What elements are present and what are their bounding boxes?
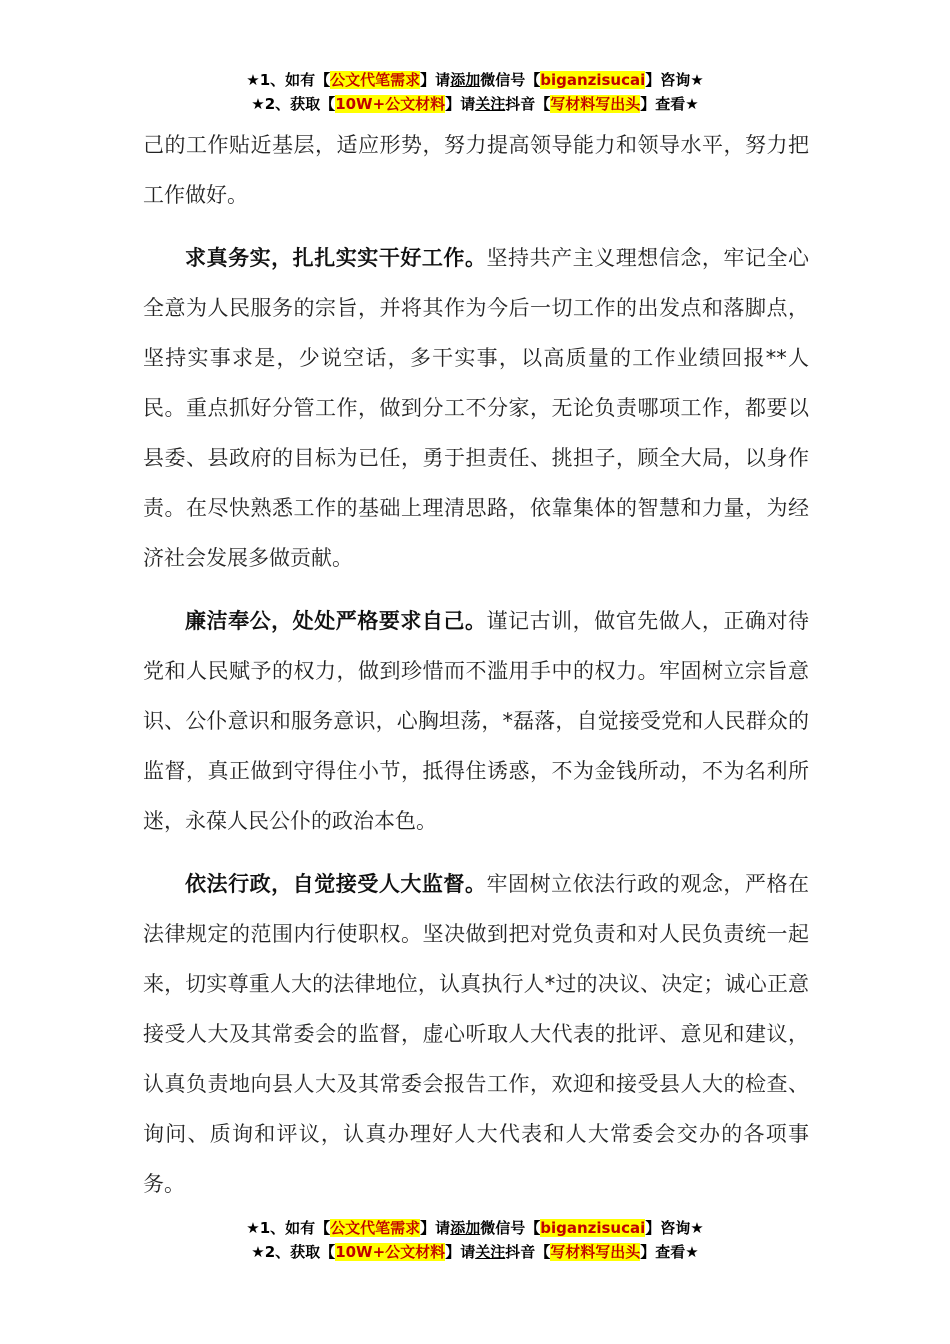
highlight-text: 公文代笔需求 (330, 1219, 421, 1237)
paragraph-pragmatism: 求真务实，扎扎实实干好工作。坚持共产主义理想信念，牢记全心全意为人民服务的宗旨，并将其作为今后一切工作的出发点和落脚点，坚持实事求是，少说空话，多干实事，以高质量的工作业绩回报**人民。重点抓好分管工作，做到分工不分家，无论负责哪项工作，都要以县委、县政府的目标为已任，勇于担责任、挑担子，顾全大局，以身作责。在尽快熟悉工作的基础上理清思路，依靠集体的智慧和力量，为经济社会发展多做贡献。 (143, 246, 809, 570)
underline-text: 添加 (450, 1219, 481, 1237)
highlight-text: 公文代笔需求 (330, 71, 421, 89)
paragraph-law: 依法行政，自觉接受人大监督。牢固树立依法行政的观念，严格在法律规定的范围内行使职权。坚决做到把对党负责和对人民负责统一起来，切实尊重人大的法律地位，认真执行人*过的决议、决定；诚心正意接受人大及其常委会的监督，虚心听取人大代表的批评、意见和建议，认真负责地向县人大及其常委会报告工作，欢迎和接受县人大的检查、询问、质询和评议，认真办理好人大代表和人大常委会交办的各项事务。 (143, 872, 809, 1196)
banner-line-1: ★1、如有【公文代笔需求】请添加微信号【biganzisucai】咨询★ (246, 1219, 704, 1237)
underline-text: 添加 (450, 71, 481, 89)
paragraph-integrity: 廉洁奉公，处处严格要求自己。谨记古训，做官先做人，正确对待党和人民赋予的权力，做到珍惜而不滥用手中的权力。牢固树立宗旨意识、公仆意识和服务意识，心胸坦荡，*磊落，自觉接受党和人民群众的监督，真正做到守得住小节，抵得住诱惑，不为金钱所动，不为名利所迷，永葆人民公仆的政治本色。 (143, 609, 809, 833)
paragraph-continuation: 己的工作贴近基层，适应形势，努力提高领导能力和领导水平，努力把工作做好。 (143, 133, 809, 207)
star-icon: ★ (251, 1243, 265, 1261)
header-banner (0, 68, 950, 116)
douyin-account: 写材料写出头 (550, 95, 641, 113)
star-icon: ★ (251, 95, 265, 113)
highlight-text: 10W+公文材料 (335, 95, 446, 113)
document-body (143, 120, 809, 1209)
wechat-id: biganzisucai (540, 71, 646, 89)
wechat-id: biganzisucai (540, 1219, 646, 1237)
banner-line-1: ★1、如有【公文代笔需求】请添加微信号【biganzisucai】咨询★ (246, 71, 704, 89)
douyin-account: 写材料写出头 (550, 1243, 641, 1261)
underline-text: 关注 (475, 1243, 506, 1261)
banner-line-2: ★2、获取【10W+公文材料】请关注抖音【写材料写出头】查看★ (251, 1243, 699, 1261)
banner-line-2: ★2、获取【10W+公文材料】请关注抖音【写材料写出头】查看★ (251, 95, 699, 113)
paragraph-heading: 廉洁奉公，处处严格要求自己。 (185, 609, 487, 633)
star-icon: ★ (246, 1219, 260, 1237)
highlight-text: 10W+公文材料 (335, 1243, 446, 1261)
underline-text: 关注 (475, 95, 506, 113)
paragraph-heading: 求真务实，扎扎实实干好工作。 (185, 246, 487, 270)
star-icon: ★ (246, 71, 260, 89)
paragraph-heading: 依法行政，自觉接受人大监督。 (185, 872, 487, 896)
footer-banner (0, 1216, 950, 1264)
